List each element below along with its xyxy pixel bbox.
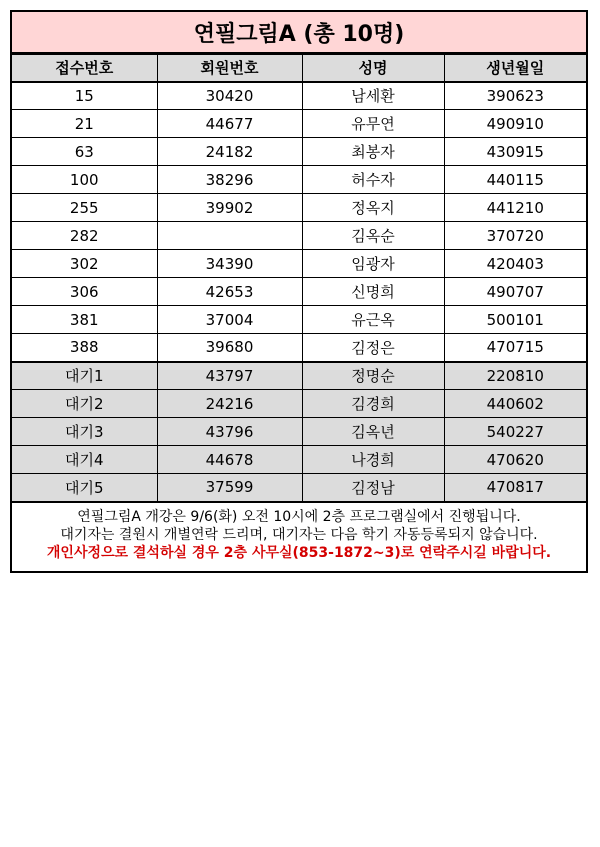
reg-no-cell: 381	[12, 306, 157, 334]
birth-cell: 220810	[444, 362, 586, 390]
member-no-cell: 43796	[157, 418, 302, 446]
notice-line-waiting: 대기자는 결원시 개별연락 드리며, 대기자는 다음 학기 자동등록되지 않습니다.	[60, 526, 538, 543]
member-no-cell: 38296	[157, 166, 302, 194]
page-title: 연필그림A (총 10명)	[12, 12, 586, 54]
birth-cell: 470817	[444, 474, 586, 502]
reg-no-cell: 대기1	[12, 362, 157, 390]
table-row	[12, 334, 586, 362]
reg-no-cell: 306	[12, 278, 157, 306]
table-row	[12, 306, 586, 334]
member-no-cell: 39902	[157, 194, 302, 222]
name-cell: 유무연	[302, 110, 444, 138]
name-cell: 정명순	[302, 362, 444, 390]
table-row	[12, 82, 586, 110]
reg-no-cell: 63	[12, 138, 157, 166]
name-cell: 김정남	[302, 474, 444, 502]
reg-no-cell: 대기2	[12, 390, 157, 418]
reg-no-cell: 302	[12, 250, 157, 278]
table-row	[12, 250, 586, 278]
name-cell: 허수자	[302, 166, 444, 194]
member-no-cell: 42653	[157, 278, 302, 306]
birth-cell: 540227	[444, 418, 586, 446]
table-body	[12, 82, 586, 502]
registration-sheet	[10, 10, 588, 573]
reg-no-cell: 대기4	[12, 446, 157, 474]
reg-no-cell: 15	[12, 82, 157, 110]
name-cell: 나경희	[302, 446, 444, 474]
waiting-row	[12, 390, 586, 418]
name-cell: 임광자	[302, 250, 444, 278]
birth-cell: 370720	[444, 222, 586, 250]
member-no-cell: 24182	[157, 138, 302, 166]
member-no-cell: 44677	[157, 110, 302, 138]
member-no-cell: 34390	[157, 250, 302, 278]
registration-table	[12, 54, 586, 503]
birth-cell: 441210	[444, 194, 586, 222]
table-row	[12, 110, 586, 138]
birth-cell: 490910	[444, 110, 586, 138]
birth-cell: 430915	[444, 138, 586, 166]
member-no-cell: 37004	[157, 306, 302, 334]
table-row	[12, 278, 586, 306]
reg-no-cell: 100	[12, 166, 157, 194]
header-name: 성명	[302, 55, 444, 82]
table-header-row	[12, 55, 586, 82]
birth-cell: 440115	[444, 166, 586, 194]
member-no-cell: 24216	[157, 390, 302, 418]
name-cell: 유근옥	[302, 306, 444, 334]
reg-no-cell: 21	[12, 110, 157, 138]
member-no-cell: 37599	[157, 474, 302, 502]
birth-cell: 500101	[444, 306, 586, 334]
name-cell: 남세환	[302, 82, 444, 110]
name-cell: 김옥순	[302, 222, 444, 250]
name-cell: 최봉자	[302, 138, 444, 166]
header-member-no: 회원번호	[157, 55, 302, 82]
member-no-cell: 43797	[157, 362, 302, 390]
waiting-row	[12, 474, 586, 502]
reg-no-cell: 282	[12, 222, 157, 250]
member-no-cell: 39680	[157, 334, 302, 362]
waiting-row	[12, 418, 586, 446]
notice-line-schedule: 연필그림A 개강은 9/6(화) 오전 10시에 2층 프로그램실에서 진행됩니다.	[77, 508, 521, 525]
notice-line-absence: 개인사정으로 결석하실 경우 2층 사무실(853-1872~3)로 연락주시길 바랍니다.	[46, 544, 552, 561]
notice-block	[12, 503, 586, 571]
name-cell: 신명희	[302, 278, 444, 306]
reg-no-cell: 대기3	[12, 418, 157, 446]
reg-no-cell: 대기5	[12, 474, 157, 502]
reg-no-cell: 388	[12, 334, 157, 362]
reg-no-cell: 255	[12, 194, 157, 222]
header-reg-no: 접수번호	[12, 55, 157, 82]
name-cell: 김옥년	[302, 418, 444, 446]
table-row	[12, 222, 586, 250]
table-row	[12, 166, 586, 194]
member-no-cell	[157, 222, 302, 250]
table-row	[12, 138, 586, 166]
birth-cell: 470715	[444, 334, 586, 362]
member-no-cell: 44678	[157, 446, 302, 474]
birth-cell: 420403	[444, 250, 586, 278]
birth-cell: 390623	[444, 82, 586, 110]
birth-cell: 470620	[444, 446, 586, 474]
table-row	[12, 194, 586, 222]
birth-cell: 440602	[444, 390, 586, 418]
name-cell: 김경희	[302, 390, 444, 418]
waiting-row	[12, 446, 586, 474]
member-no-cell: 30420	[157, 82, 302, 110]
name-cell: 김정은	[302, 334, 444, 362]
name-cell: 정옥지	[302, 194, 444, 222]
header-birth: 생년월일	[444, 55, 586, 82]
birth-cell: 490707	[444, 278, 586, 306]
waiting-row	[12, 362, 586, 390]
